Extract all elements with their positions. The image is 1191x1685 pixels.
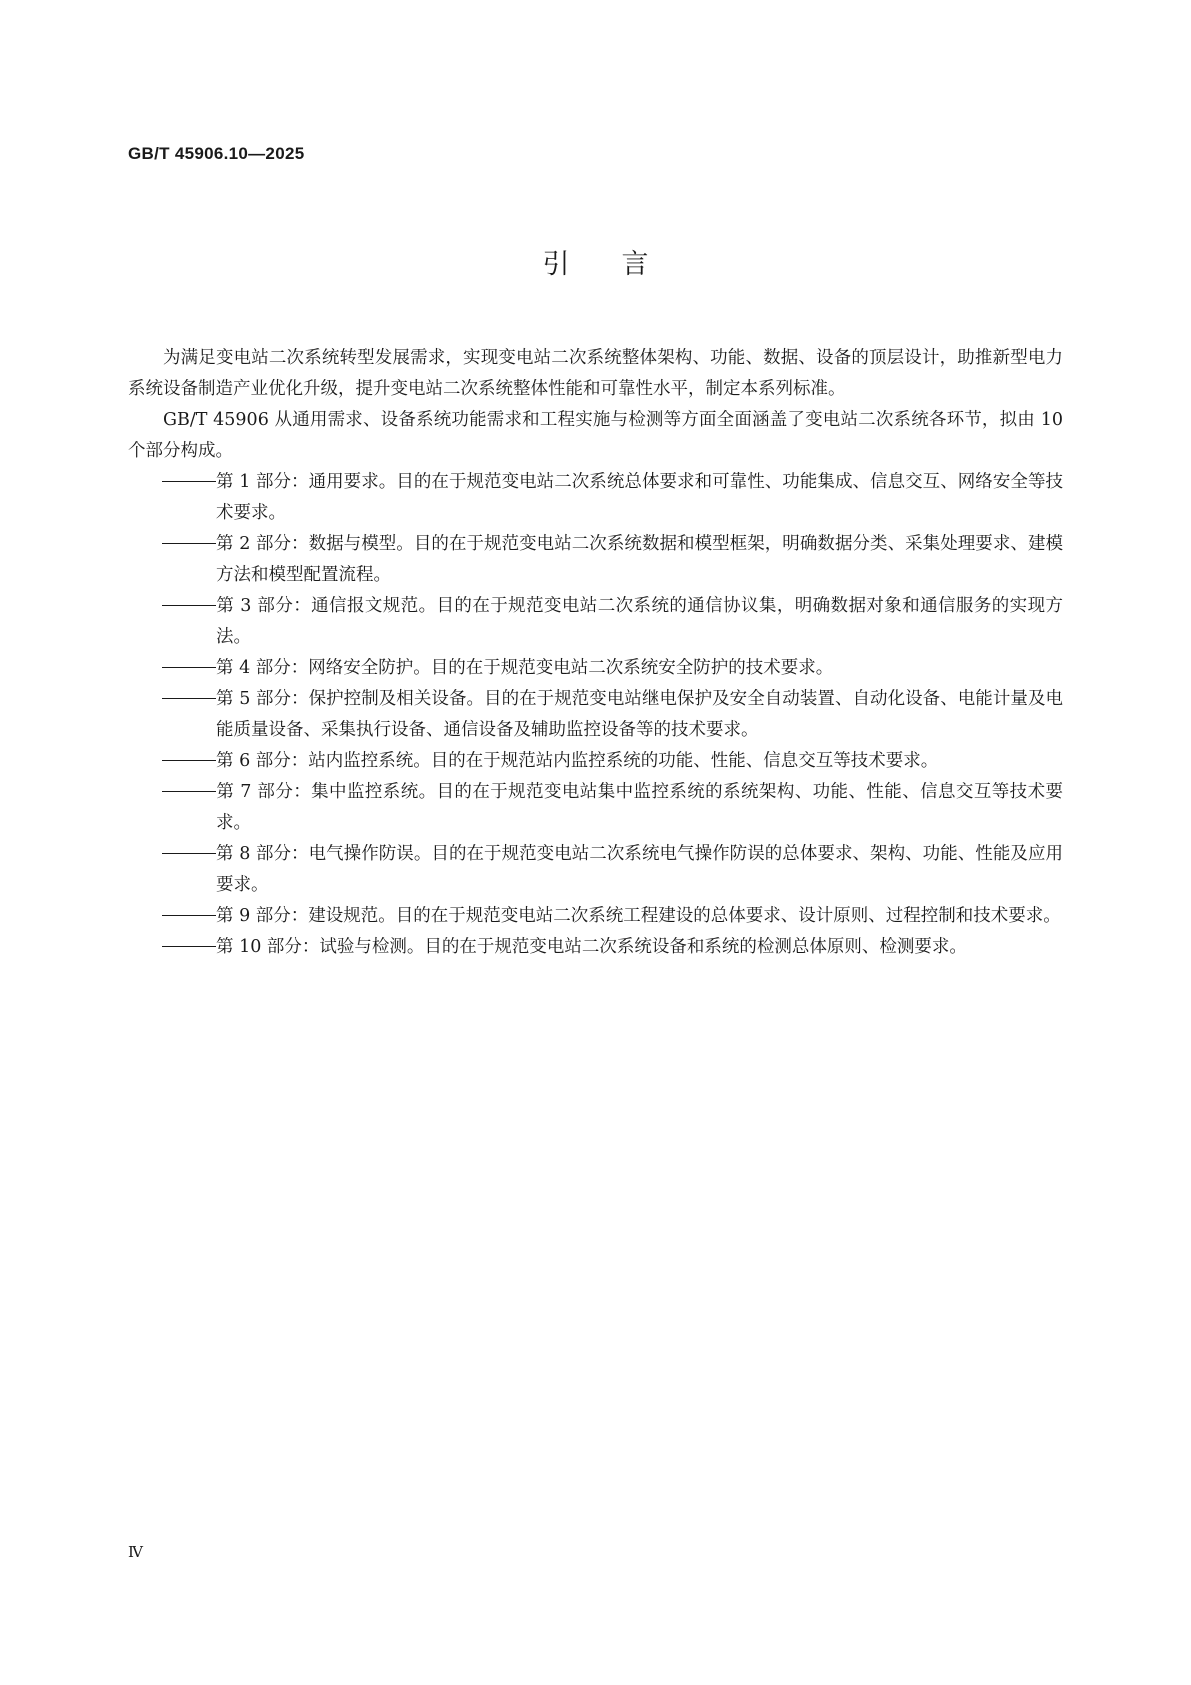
part-text: 第 2 部分：数据与模型。目的在于规范变电站二次系统数据和模型框架，明确数据分类、采集处理要求、建模方法和模型配置流程。	[216, 534, 1063, 585]
list-item	[128, 591, 1063, 653]
em-dash-mark	[162, 667, 216, 668]
list-item	[128, 901, 1063, 932]
list-item	[128, 839, 1063, 901]
part-text: 第 8 部分：电气操作防误。目的在于规范变电站二次系统电气操作防误的总体要求、架构、功能、性能及应用要求。	[216, 844, 1063, 895]
list-item	[128, 777, 1063, 839]
part-text: 第 3 部分：通信报文规范。目的在于规范变电站二次系统的通信协议集，明确数据对象和通信服务的实现方法。	[216, 596, 1063, 647]
em-dash-mark	[162, 915, 216, 916]
part-text: 第 9 部分：建设规范。目的在于规范变电站二次系统工程建设的总体要求、设计原则、过程控制和技术要求。	[216, 906, 1061, 926]
em-dash-mark	[162, 698, 216, 699]
list-item	[128, 653, 1063, 684]
part-text: 第 4 部分：网络安全防护。目的在于规范变电站二次系统安全防护的技术要求。	[216, 658, 834, 678]
page-title: 引言	[542, 249, 701, 280]
standard-code-header: GB/T 45906.10—2025	[128, 144, 305, 163]
em-dash-mark	[162, 760, 216, 761]
list-item	[128, 684, 1063, 746]
list-item	[128, 746, 1063, 777]
list-item	[128, 932, 1063, 963]
page-number: Ⅳ	[128, 1545, 143, 1561]
part-text: 第 6 部分：站内监控系统。目的在于规范站内监控系统的功能、性能、信息交互等技术要求。	[216, 751, 939, 771]
em-dash-mark	[162, 543, 216, 544]
part-text: 第 10 部分：试验与检测。目的在于规范变电站二次系统设备和系统的检测总体原则、检测要求。	[216, 937, 967, 957]
part-text: 第 1 部分：通用要求。目的在于规范变电站二次系统总体要求和可靠性、功能集成、信息交互、网络安全等技术要求。	[216, 472, 1063, 523]
em-dash-mark	[162, 605, 216, 606]
em-dash-mark	[162, 946, 216, 947]
introduction-body	[128, 343, 1063, 963]
parts-list	[128, 467, 1063, 963]
part-text: 第 7 部分：集中监控系统。目的在于规范变电站集中监控系统的系统架构、功能、性能、信息交互等技术要求。	[216, 782, 1063, 833]
intro-paragraph: 为满足变电站二次系统转型发展需求，实现变电站二次系统整体架构、功能、数据、设备的顶层设计，助推新型电力系统设备制造产业优化升级，提升变电站二次系统整体性能和可靠性水平，制定本系列标准。	[128, 348, 1063, 399]
em-dash-mark	[162, 853, 216, 854]
list-item	[128, 529, 1063, 591]
part-text: 第 5 部分：保护控制及相关设备。目的在于规范变电站继电保护及安全自动装置、自动化设备、电能计量及电能质量设备、采集执行设备、通信设备及辅助监控设备等的技术要求。	[216, 689, 1063, 740]
intro-paragraph: GB/T 45906 从通用需求、设备系统功能需求和工程实施与检测等方面全面涵盖了变电站二次系统各环节，拟由 10 个部分构成。	[128, 410, 1063, 461]
em-dash-mark	[162, 791, 216, 792]
list-item	[128, 467, 1063, 529]
em-dash-mark	[162, 481, 216, 482]
